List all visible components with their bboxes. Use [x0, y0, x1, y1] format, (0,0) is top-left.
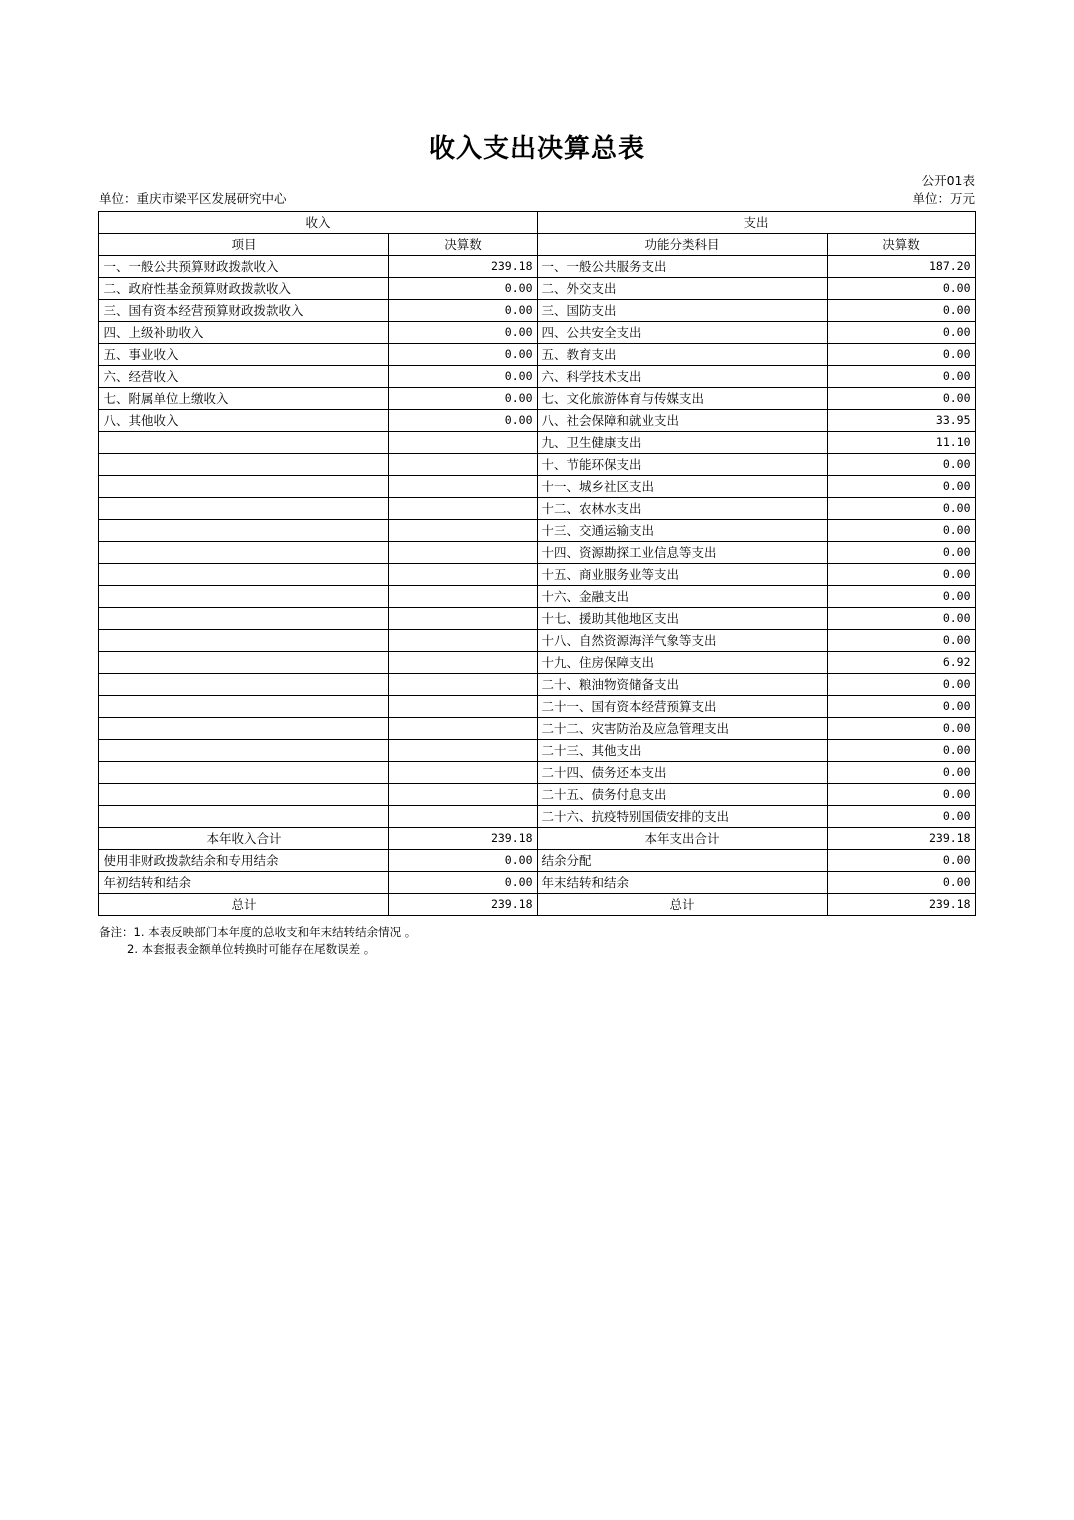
expenditure-item-value: 0.00: [827, 696, 975, 718]
income-summary-label: 年初结转和结余: [99, 872, 389, 894]
unit-name: 单位：重庆市梁平区发展研究中心: [99, 191, 287, 206]
expenditure-item-label: 七、文化旅游体育与传媒支出: [537, 388, 827, 410]
expenditure-total-label: 总计: [537, 894, 827, 916]
expenditure-item-label: 二十二、灾害防治及应急管理支出: [537, 718, 827, 740]
table-row: [99, 630, 975, 652]
income-item-label: [99, 608, 389, 630]
expenditure-item-value: 33.95: [827, 410, 975, 432]
income-item-label: [99, 630, 389, 652]
income-item-label: [99, 652, 389, 674]
expenditure-item-value: 0.00: [827, 564, 975, 586]
expenditure-item-label: 二十一、国有资本经营预算支出: [537, 696, 827, 718]
expenditure-item-label: 二十四、债务还本支出: [537, 762, 827, 784]
table-column-header-row: [99, 234, 975, 256]
income-item-label: [99, 498, 389, 520]
income-item-value: [389, 784, 537, 806]
expenditure-summary-value: 0.00: [827, 850, 975, 872]
group-header-income: 收入: [99, 212, 537, 234]
expenditure-item-value: 6.92: [827, 652, 975, 674]
income-summary-label: 本年收入合计: [99, 828, 389, 850]
expenditure-item-label: 一、一般公共服务支出: [537, 256, 827, 278]
expenditure-item-label: 二十三、其他支出: [537, 740, 827, 762]
income-item-value: [389, 432, 537, 454]
income-total-value: 239.18: [389, 894, 537, 916]
income-item-label: 三、国有资本经营预算财政拨款收入: [99, 300, 389, 322]
table-notes: [99, 924, 975, 959]
income-item-value: [389, 498, 537, 520]
expenditure-item-value: 0.00: [827, 344, 975, 366]
expenditure-item-value: 0.00: [827, 454, 975, 476]
expenditure-item-label: 十一、城乡社区支出: [537, 476, 827, 498]
expenditure-item-label: 三、国防支出: [537, 300, 827, 322]
expenditure-item-label: 九、卫生健康支出: [537, 432, 827, 454]
note-line-1: 备注：1. 本表反映部门本年度的总收支和年末结转结余情况 。: [99, 925, 417, 939]
income-item-value: 0.00: [389, 388, 537, 410]
summary-row-annual-total: [99, 828, 975, 850]
expenditure-item-label: 四、公共安全支出: [537, 322, 827, 344]
page-title: 收入支出决算总表: [428, 134, 645, 164]
expenditure-summary-label: 年末结转和结余: [537, 872, 827, 894]
expenditure-item-label: 二十六、抗疫特别国债安排的支出: [537, 806, 827, 828]
column-header-income-value: 决算数: [389, 234, 537, 256]
summary-row-surplus-use: [99, 850, 975, 872]
income-item-value: [389, 674, 537, 696]
income-item-label: [99, 740, 389, 762]
expenditure-item-label: 十七、援助其他地区支出: [537, 608, 827, 630]
budget-summary-table: [98, 211, 975, 916]
expenditure-item-label: 十二、农林水支出: [537, 498, 827, 520]
column-header-expenditure-item: 功能分类科目: [537, 234, 827, 256]
expenditure-item-value: 11.10: [827, 432, 975, 454]
income-item-value: [389, 740, 537, 762]
income-summary-value: 239.18: [389, 828, 537, 850]
expenditure-item-value: 0.00: [827, 542, 975, 564]
expenditure-item-value: 0.00: [827, 300, 975, 322]
expenditure-item-value: 0.00: [827, 520, 975, 542]
income-item-label: [99, 586, 389, 608]
table-row: [99, 366, 975, 388]
table-row: [99, 300, 975, 322]
expenditure-item-value: 187.20: [827, 256, 975, 278]
income-item-value: [389, 696, 537, 718]
table-row: [99, 542, 975, 564]
table-row: [99, 762, 975, 784]
expenditure-item-label: 十三、交通运输支出: [537, 520, 827, 542]
income-item-label: [99, 564, 389, 586]
summary-row-carryover: [99, 872, 975, 894]
income-summary-value: 0.00: [389, 872, 537, 894]
expenditure-item-value: 0.00: [827, 784, 975, 806]
income-item-label: [99, 784, 389, 806]
income-item-value: 239.18: [389, 256, 537, 278]
income-item-label: 七、附属单位上缴收入: [99, 388, 389, 410]
expenditure-item-label: 二、外交支出: [537, 278, 827, 300]
expenditure-item-value: 0.00: [827, 586, 975, 608]
expenditure-item-value: 0.00: [827, 366, 975, 388]
note-line-2: 2. 本套报表金额单位转换时可能存在尾数误差 。: [127, 942, 376, 957]
column-header-expenditure-value: 决算数: [827, 234, 975, 256]
table-row: [99, 696, 975, 718]
income-item-value: [389, 476, 537, 498]
form-code: 公开01表: [921, 173, 975, 188]
expenditure-summary-label: 本年支出合计: [537, 828, 827, 850]
income-item-value: [389, 630, 537, 652]
table-row: [99, 344, 975, 366]
income-item-value: [389, 608, 537, 630]
table-row: [99, 740, 975, 762]
income-item-label: [99, 432, 389, 454]
income-item-value: [389, 586, 537, 608]
income-item-label: 六、经营收入: [99, 366, 389, 388]
expenditure-item-value: 0.00: [827, 740, 975, 762]
table-row: [99, 432, 975, 454]
expenditure-item-value: 0.00: [827, 674, 975, 696]
income-item-value: [389, 652, 537, 674]
table-row: [99, 520, 975, 542]
table-row: [99, 388, 975, 410]
income-item-label: [99, 674, 389, 696]
income-item-value: [389, 520, 537, 542]
amount-unit: 单位：万元: [912, 191, 975, 206]
income-item-value: [389, 564, 537, 586]
income-total-label: 总计: [99, 894, 389, 916]
income-item-label: 一、一般公共预算财政拨款收入: [99, 256, 389, 278]
expenditure-item-label: 十五、商业服务业等支出: [537, 564, 827, 586]
table-row: [99, 256, 975, 278]
income-item-label: 二、政府性基金预算财政拨款收入: [99, 278, 389, 300]
income-item-value: [389, 542, 537, 564]
income-item-label: [99, 454, 389, 476]
table-row: [99, 608, 975, 630]
table-row: [99, 674, 975, 696]
column-header-income-item: 项目: [99, 234, 389, 256]
income-item-label: [99, 718, 389, 740]
income-item-value: [389, 762, 537, 784]
table-row: [99, 454, 975, 476]
expenditure-item-value: 0.00: [827, 278, 975, 300]
expenditure-item-label: 十八、自然资源海洋气象等支出: [537, 630, 827, 652]
income-item-label: [99, 762, 389, 784]
income-item-label: [99, 806, 389, 828]
table-row: [99, 652, 975, 674]
expenditure-item-label: 十、节能环保支出: [537, 454, 827, 476]
expenditure-item-value: 0.00: [827, 630, 975, 652]
income-item-value: [389, 718, 537, 740]
table-row: [99, 410, 975, 432]
summary-row-grand-total: [99, 894, 975, 916]
expenditure-item-label: 六、科学技术支出: [537, 366, 827, 388]
income-item-value: 0.00: [389, 366, 537, 388]
expenditure-summary-value: 0.00: [827, 872, 975, 894]
expenditure-item-label: 十九、住房保障支出: [537, 652, 827, 674]
income-item-value: 0.00: [389, 300, 537, 322]
table-row: [99, 718, 975, 740]
income-item-label: [99, 696, 389, 718]
income-item-value: [389, 806, 537, 828]
expenditure-item-label: 二十五、债务付息支出: [537, 784, 827, 806]
meta-row-top: [99, 171, 975, 189]
table-row: [99, 278, 975, 300]
table-row: [99, 476, 975, 498]
income-item-value: 0.00: [389, 344, 537, 366]
table-group-header-row: [99, 212, 975, 234]
meta-row-bottom: [99, 189, 975, 207]
table-row: [99, 806, 975, 828]
expenditure-item-value: 0.00: [827, 718, 975, 740]
expenditure-total-value: 239.18: [827, 894, 975, 916]
expenditure-item-label: 二十、粮油物资储备支出: [537, 674, 827, 696]
expenditure-item-value: 0.00: [827, 322, 975, 344]
document-meta: [99, 171, 975, 211]
table-row: [99, 564, 975, 586]
income-item-label: 四、上级补助收入: [99, 322, 389, 344]
income-item-label: [99, 520, 389, 542]
table-row: [99, 586, 975, 608]
income-item-label: 五、事业收入: [99, 344, 389, 366]
group-header-expenditure: 支出: [537, 212, 975, 234]
expenditure-item-value: 0.00: [827, 388, 975, 410]
table-row: [99, 784, 975, 806]
expenditure-item-value: 0.00: [827, 608, 975, 630]
expenditure-item-value: 0.00: [827, 806, 975, 828]
income-item-value: 0.00: [389, 322, 537, 344]
income-summary-label: 使用非财政拨款结余和专用结余: [99, 850, 389, 872]
expenditure-summary-label: 结余分配: [537, 850, 827, 872]
expenditure-item-label: 五、教育支出: [537, 344, 827, 366]
income-item-value: [389, 454, 537, 476]
income-item-label: [99, 476, 389, 498]
expenditure-item-value: 0.00: [827, 762, 975, 784]
expenditure-item-label: 八、社会保障和就业支出: [537, 410, 827, 432]
expenditure-item-value: 0.00: [827, 476, 975, 498]
income-item-value: 0.00: [389, 278, 537, 300]
income-item-label: [99, 542, 389, 564]
expenditure-item-label: 十六、金融支出: [537, 586, 827, 608]
income-summary-value: 0.00: [389, 850, 537, 872]
income-item-label: 八、其他收入: [99, 410, 389, 432]
income-item-value: 0.00: [389, 410, 537, 432]
expenditure-summary-value: 239.18: [827, 828, 975, 850]
table-row: [99, 322, 975, 344]
expenditure-item-label: 十四、资源勘探工业信息等支出: [537, 542, 827, 564]
table-row: [99, 498, 975, 520]
expenditure-item-value: 0.00: [827, 498, 975, 520]
